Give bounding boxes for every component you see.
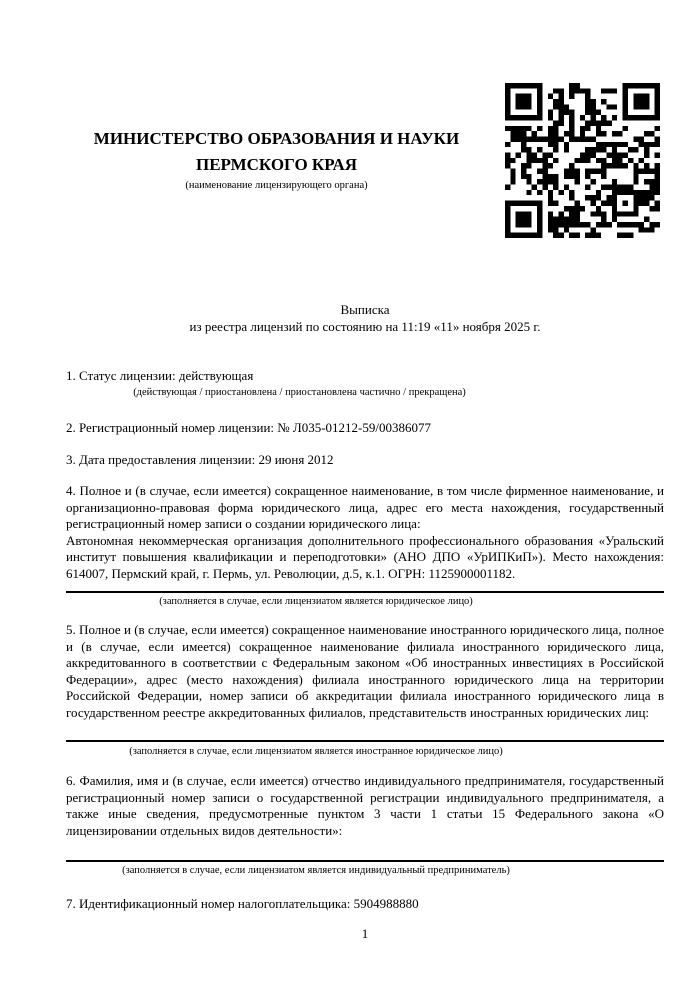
grant-date-line: 3. Дата предоставления лицензии: 29 июня 2012 <box>66 452 334 467</box>
authority-name-caption: (наименование лицензирующего органа) <box>185 180 368 191</box>
page-number: 1 <box>361 926 369 941</box>
document-title-line1: Выписка <box>340 302 390 317</box>
legal-entity-section <box>66 483 664 582</box>
ministry-name-line2: ПЕРМСКОГО КРАЯ <box>195 155 358 174</box>
qr-code-icon <box>505 83 660 238</box>
entrepreneur-prompt: 6. Фамилия, имя и (в случае, если имеется) отчество индивидуального предпринимателя, государственный регистрационный номер записи о государственной регистрации индивидуального предпринимателя, а также иные сведения, предусмотренные пунктом 3 части 1 статьи 15 Федерального закона «О лицензировании отдельных видов деятельности»: <box>66 773 664 838</box>
status-options-caption: (действующая / приостановлена / приостановлена частично / прекращена) <box>133 387 466 398</box>
foreign-entity-fill-line <box>66 740 664 742</box>
legal-entity-fill-line <box>66 591 664 593</box>
taxpayer-number-line: 7. Идентификационный номер налогоплательщика: 5904988880 <box>66 896 419 911</box>
foreign-entity-section <box>66 622 664 721</box>
legal-entity-caption: (заполняется в случае, если лицензиатом является юридическое лицо) <box>159 596 473 607</box>
legal-entity-value: Автономная некоммерческая организация дополнительного профессионального образования «Уральский институт повышения квалификации и переподготовки» (АНО ДПО «УрИПКиП»). Место нахождения: 614007, Пермский край, г. Пермь, ул. Революции, д.5, к.1. ОГРН: 1125900001182. <box>66 532 664 581</box>
ministry-name-line1: МИНИСТЕРСТВО ОБРАЗОВАНИЯ И НАУКИ <box>93 129 460 148</box>
registration-number-line: 2. Регистрационный номер лицензии: № Л035-01212-59/00386077 <box>66 420 432 435</box>
license-status-line: 1. Статус лицензии: действующая <box>66 368 254 383</box>
document-title-line2: из реестра лицензий по состоянию на 11:19 «11» ноября 2025 г. <box>189 319 541 334</box>
entrepreneur-fill-line <box>66 860 664 862</box>
entrepreneur-caption: (заполняется в случае, если лицензиатом является индивидуальный предприниматель) <box>122 865 510 876</box>
legal-entity-prompt: 4. Полное и (в случае, если имеется) сокращенное наименование, в том числе фирменное наименование, и организационно-правовая форма юридического лица, адрес его места нахождения, государственный регистрационный номер записи о создании юридического лица: <box>66 483 664 531</box>
foreign-entity-prompt: 5. Полное и (в случае, если имеется) сокращенное наименование иностранного юридического лица, полное и (в случае, если имеется) сокращенное наименование филиала иностранного юридического лица, аккредитованного в соответствии с Федеральным законом «Об иностранных инвестициях в Российской Федерации», адрес (место нахождения) филиала иностранного юридического лица на территории Российской Федерации, номер записи об аккредитации филиала иностранного юридического лица в государственном реестре аккредитованных филиалов, представительств иностранных юридических лиц: <box>66 622 664 720</box>
licensing-authority-header <box>66 126 487 192</box>
foreign-entity-caption: (заполняется в случае, если лицензиатом является иностранное юридическое лицо) <box>129 746 503 757</box>
document-title <box>66 301 664 335</box>
entrepreneur-section <box>66 773 664 839</box>
